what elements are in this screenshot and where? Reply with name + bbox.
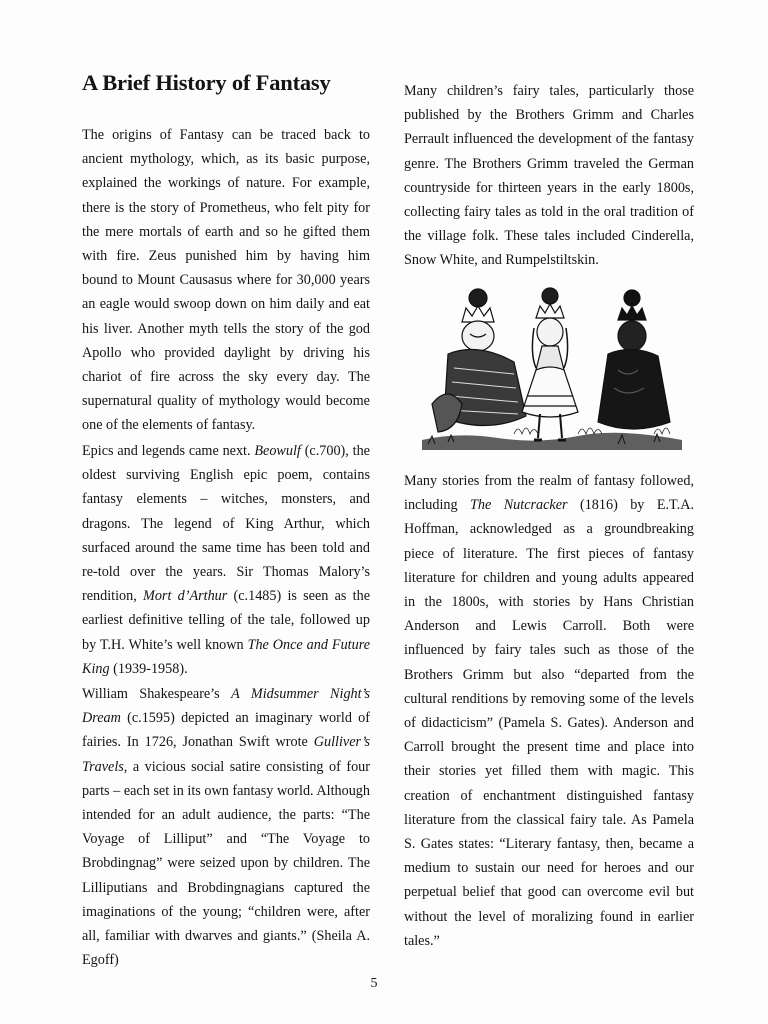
text-run: (1816) by E.T.A. Hoffman, acknowledged as a groundbreaking piece of literature. The first pieces of fantasy literature for children and young adults appeared in the 1800s, with stories by Hans Christian Anderson and Lewis Carroll. Both were influenced by fairy tales such as those of the Brothers Grimm but also “departed from the cultural renditions by removing some of the levels of didacticism” (Pamela S. Gates). Anderson and Carroll brought the present time and place into their stories yet filled them with magic. This creation of enchantment distinguished fantasy literature from the classical fairy tale. As Pamela S. Gates states: “Literary fantasy, then, became a medium to sustain our need for heroes and our perpetual belief that good can overcome evil but without the level of moralizing found in earlier tales.” bbox=[404, 497, 694, 949]
text-run: (1939-1958). bbox=[109, 660, 188, 677]
paragraph-epics bbox=[82, 439, 370, 681]
paragraph-text: Many children’s fairy tales, particularly those published by the Brothers Grimm and Charles Perrault influenced the development of the fantasy genre. The Brothers Grimm traveled the German countryside for thirteen years in the early 1800s, collecting fairy tales as told in the oral tradition of the village folk. These tales included Cinderella, Snow White, and Rumpelstiltskin. bbox=[404, 83, 694, 269]
book-title-mort-darthur: Mort d’Arthur bbox=[143, 588, 228, 605]
alice-illustration bbox=[418, 284, 686, 454]
text-run: William Shakespeare’s bbox=[82, 686, 232, 702]
book-title-nutcracker: The Nutcracker bbox=[470, 497, 568, 514]
book-title-gullivers-travels: Gulliver’s Travels bbox=[82, 734, 370, 775]
paragraph-mythology bbox=[82, 123, 370, 438]
book-title-once-and-future-king: The Once and Future King bbox=[82, 636, 370, 677]
text-run: Many stories from the realm of fantasy followed, including bbox=[404, 473, 694, 514]
paragraph-text: The origins of Fantasy can be traced back to ancient mythology, which, as its basic purpose, explained the workings of nature. For example, there is the story of Prometheus, who felt pity for the mere mortals of earth and so he gifted them with fire. Zeus punished him by having him bound to Mount Causasus where for 30,000 years an eagle would swoop down on him daily and eat his liver. Another myth tells the story of the god Apollo who provided daylight by driving his chariot of fire across the sky every day. The supernatural quality of mythology would become one of the elements of fantasy. bbox=[82, 127, 370, 434]
book-title-beowulf: Beowulf bbox=[254, 443, 301, 459]
paragraph-text bbox=[404, 469, 694, 953]
book-title-midsummer: A Midsummer Night’s Dream bbox=[82, 686, 370, 727]
page-number: 5 bbox=[370, 976, 378, 991]
text-run: Epics and legends came next. bbox=[82, 443, 255, 459]
paragraph-text bbox=[82, 682, 370, 972]
paragraph-shakespeare-swift bbox=[82, 682, 370, 972]
paragraph-fairy-tales bbox=[404, 79, 694, 273]
page-title: A Brief History of Fantasy bbox=[82, 70, 331, 95]
text-run: (c.700), the oldest surviving English epic poem, contains fantasy elements – witches, monsters, and dragons. The legend of King Arthur, which surfaced around the same time has been told and re-told over the years. Sir Thomas Malory’s rendition, bbox=[82, 443, 370, 605]
text-run: (c.1485) is seen as the earliest definitive telling of the tale, followed up by T.H. White’s well known bbox=[82, 588, 370, 653]
paragraph-later-fantasy bbox=[404, 469, 694, 953]
text-run: , a vicious social satire consisting of four parts – each set in its own fantasy world. Although intended for an adult audience, the parts: “The Voyage of Lilliput” and “The Voyage to Brobdingnag” were seized upon by children. The Lilliputians and Brobdingnagians captured the imaginations of the young; “children were, after all, familiar with dwarves and giants.” (Sheila A. Egoff) bbox=[82, 758, 370, 969]
text-run: (c.1595) depicted an imaginary world of fairies. In 1726, Jonathan Swift wrote bbox=[82, 710, 370, 751]
paragraph-text bbox=[82, 439, 370, 681]
